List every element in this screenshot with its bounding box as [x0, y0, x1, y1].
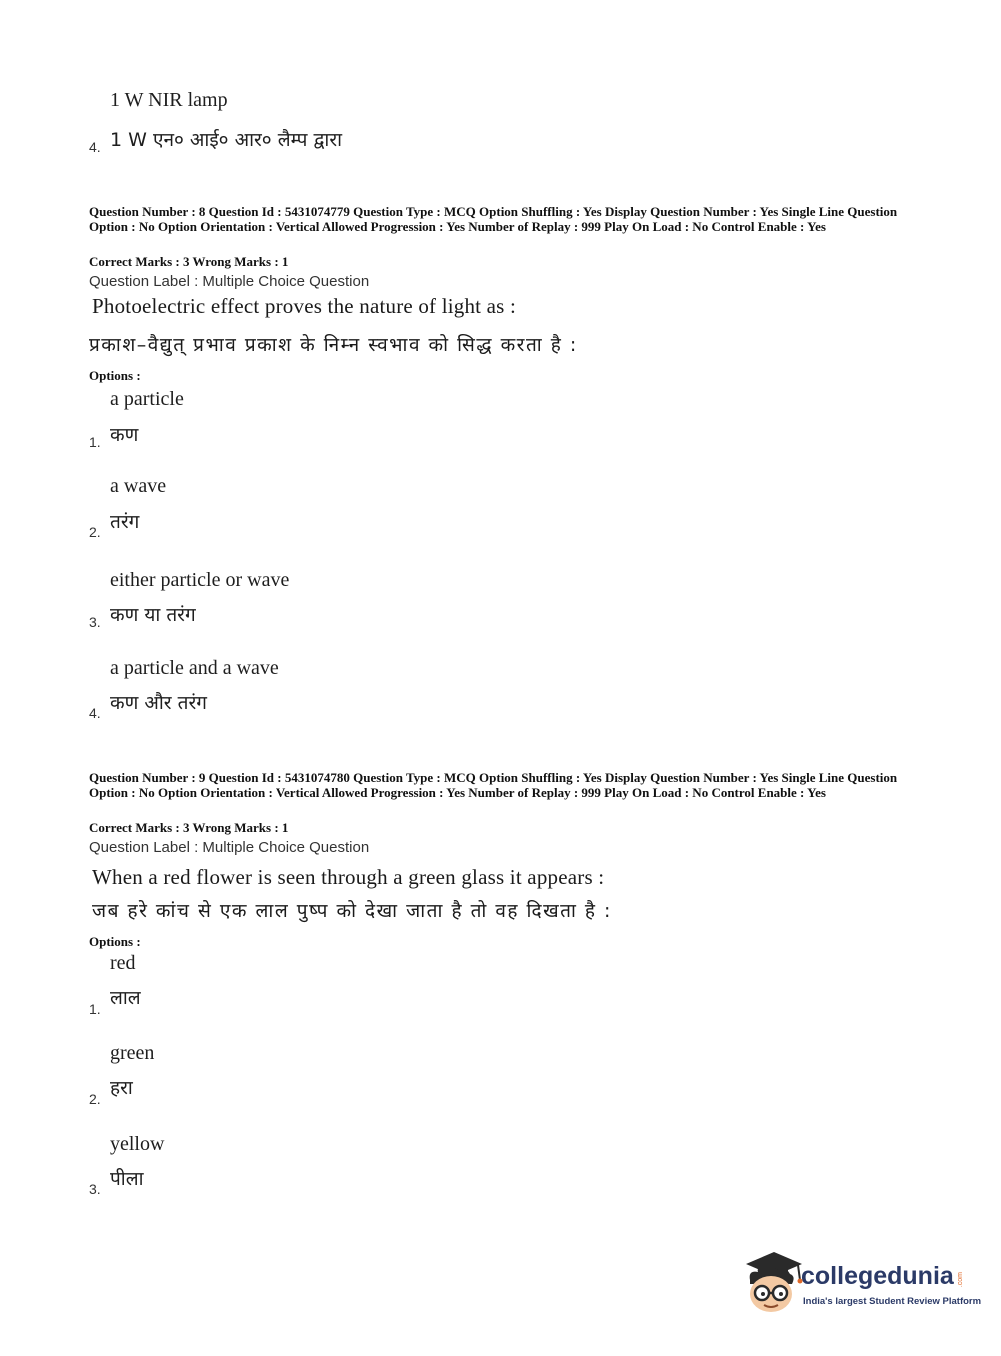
q8-option-4-hi: कण और तरंग [110, 692, 207, 714]
graduate-mascot-icon [740, 1250, 804, 1316]
q8-option-2-en: a wave [110, 475, 167, 497]
logo-suffix: .com [957, 1272, 964, 1288]
q9-option-1-hi: लाल [110, 987, 141, 1009]
q8-text-en: Photoelectric effect proves the nature of light as : [92, 294, 517, 318]
q9-option-2-number: 2. [89, 1091, 101, 1107]
q9-option-2-en: green [110, 1042, 155, 1064]
q8-marks: Correct Marks : 3 Wrong Marks : 1 [89, 254, 289, 269]
prev-option-4-en: 1 W NIR lamp [110, 89, 228, 111]
q8-option-4-en: a particle and a wave [110, 657, 279, 679]
q8-option-2-number: 2. [89, 524, 101, 540]
q8-options-heading: Options : [89, 368, 141, 383]
q8-option-1-number: 1. [89, 434, 101, 450]
prev-option-4-number: 4. [89, 139, 101, 155]
q9-option-3-number: 3. [89, 1181, 101, 1197]
q8-text-hi: प्रकाश–वैद्युत् प्रभाव प्रकाश के निम्न स्वभाव को सिद्ध करता है : [89, 334, 578, 356]
q8-meta: Question Number : 8 Question Id : 5431074779 Question Type : MCQ Option Shuffling : Yes Display Question Number : Yes Single Line Question Option : No Option Orientation : Vertical Allowed Progression : Yes Number of Replay : 999 Play On Load : No Control Enable : Yes [89, 204, 898, 234]
q9-option-2-hi: हरा [110, 1077, 133, 1099]
q9-text-hi: जब हरे कांच से एक लाल पुष्प को देखा जाता है तो वह दिखता है : [92, 900, 612, 922]
q9-label: Question Label : Multiple Choice Question [89, 839, 370, 856]
q9-meta: Question Number : 9 Question Id : 5431074780 Question Type : MCQ Option Shuffling : Yes Display Question Number : Yes Single Line Question Option : No Option Orientation : Vertical Allowed Progression : Yes Number of Replay : 999 Play On Load : No Control Enable : Yes [89, 770, 898, 800]
q8-option-4-number: 4. [89, 705, 101, 721]
q9-options-heading: Options : [89, 934, 141, 949]
q9-option-1-en: red [110, 952, 136, 974]
q8-option-3-number: 3. [89, 614, 101, 630]
prev-option-4-hi: 1 W एन० आई० आर० लैम्प द्वारा [110, 129, 343, 151]
q9-option-3-en: yellow [110, 1133, 165, 1155]
q8-label: Question Label : Multiple Choice Question [89, 273, 370, 290]
logo-tagline: India's largest Student Review Platform [803, 1296, 982, 1307]
q8-option-3-en: either particle or wave [110, 569, 290, 591]
logo-name: collegedunia [801, 1262, 954, 1290]
q9-option-1-number: 1. [89, 1001, 101, 1017]
q9-option-3-hi: पीला [110, 1168, 144, 1190]
q8-option-1-hi: कण [110, 424, 139, 446]
q8-option-1-en: a particle [110, 388, 184, 410]
q9-text-en: When a red flower is seen through a green glass it appears : [92, 865, 605, 889]
q9-marks: Correct Marks : 3 Wrong Marks : 1 [89, 820, 289, 835]
q8-option-3-hi: कण या तरंग [110, 604, 196, 626]
q8-option-2-hi: तरंग [110, 511, 140, 533]
